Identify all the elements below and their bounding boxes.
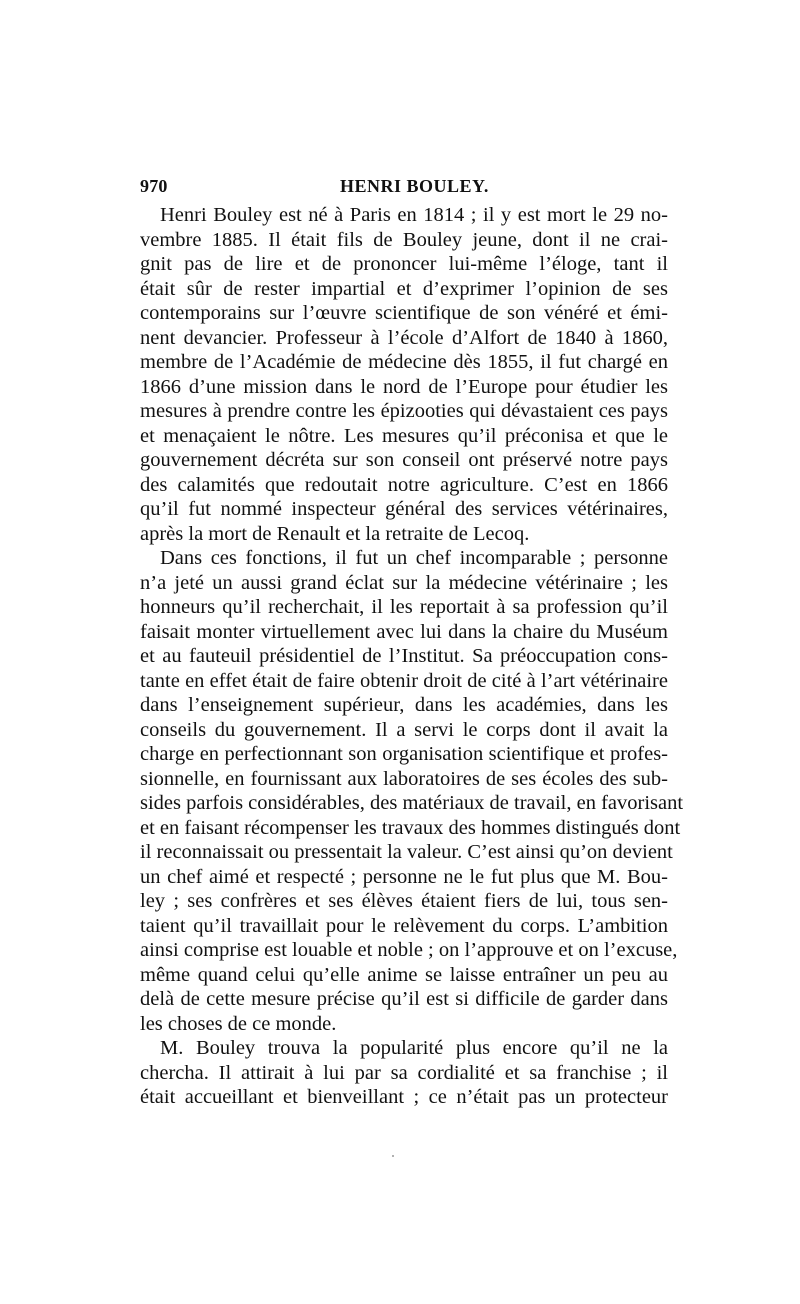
text-line: vembre 1885. Il était fils de Bouley jeune, dont il ne crai- <box>140 228 668 251</box>
text-line: charge en perfectionnant son organisation scientifique et profes- <box>140 743 668 765</box>
running-head <box>140 176 668 198</box>
text-line: des calamités que redoutait notre agriculture. C’est en 1866 <box>140 473 668 496</box>
text-line: qu’il fut nommé inspecteur général des services vétérinaires, <box>140 498 668 520</box>
text-line: était sûr de rester impartial et d’exprimer l’opinion de ses <box>140 277 668 300</box>
text-line: les choses de ce monde. <box>140 1012 337 1035</box>
text-line: M. Bouley trouva la popularité plus encore qu’il ne la <box>160 1037 668 1059</box>
text-line: delà de cette mesure précise qu’il est si difficile de garder dans <box>140 988 668 1010</box>
text-line: dans l’enseignement supérieur, dans les académies, dans les <box>140 694 668 716</box>
text-line: sides parfois considérables, des matériaux de travail, en favorisant <box>140 792 684 814</box>
text-line: contemporains sur l’œuvre scientifique de son vénéré et émi- <box>140 302 668 324</box>
text-line: et menaçaient le nôtre. Les mesures qu’il préconisa et que le <box>140 424 668 447</box>
text-line: conseils du gouvernement. Il a servi le corps dont il avait la <box>140 718 668 741</box>
text-line: gouvernement décréta sur son conseil ont préservé notre pays <box>140 449 668 471</box>
text-line: était accueillant et bienveillant ; ce n’était pas un protecteur <box>140 1086 668 1108</box>
text-line: honneurs qu’il recherchait, il les reportait à sa profession qu’il <box>140 596 668 618</box>
text-line: nent devancier. Professeur à l’école d’Alfort de 1840 à 1860, <box>140 326 668 349</box>
print-speck <box>392 1155 394 1157</box>
text-line: taient qu’il travaillait pour le relèvement du corps. L’ambition <box>140 914 668 937</box>
page-number: 970 <box>140 176 168 196</box>
text-line: n’a jeté un aussi grand éclat sur la médecine vétérinaire ; les <box>140 571 668 594</box>
text-line: membre de l’Académie de médecine dès 1855, il fut chargé en <box>140 351 668 373</box>
text-line: ley ; ses confrères et ses élèves étaient fiers de lui, tous sen- <box>140 890 668 912</box>
text-line: après la mort de Renault et la retraite de Lecoq. <box>140 522 530 545</box>
text-line: même quand celui qu’elle anime se laisse entraîner un peu au <box>140 963 668 986</box>
running-title: HENRI BOULEY. <box>340 176 489 196</box>
text-line: sionnelle, en fournissant aux laboratoires de ses écoles des sub- <box>140 767 668 790</box>
text-line: mesures à prendre contre les épizooties qui dévastaient ces pays <box>140 400 668 422</box>
text-line: un chef aimé et respecté ; personne ne le fut plus que M. Bou- <box>140 865 668 888</box>
text-line: chercha. Il attirait à lui par sa cordialité et sa franchise ; il <box>140 1061 668 1084</box>
text-line: ainsi comprise est louable et noble ; on l’approuve et on l’excuse, <box>140 939 678 961</box>
text-line: Henri Bouley est né à Paris en 1814 ; il y est mort le 29 no- <box>160 204 668 226</box>
text-line: Dans ces fonctions, il fut un chef incomparable ; personne <box>160 547 668 569</box>
text-line: faisait monter virtuellement avec lui dans la chaire du Muséum <box>140 620 668 643</box>
text-line: gnit pas de lire et de prononcer lui-même l’éloge, tant il <box>140 253 668 275</box>
text-line: il reconnaissait ou pressentait la valeur. C’est ainsi qu’on devient <box>140 841 673 863</box>
text-line: et en faisant récompenser les travaux des hommes distingués dont <box>140 816 681 839</box>
text-line: tante en effet était de faire obtenir droit de cité à l’art vétérinaire <box>140 669 668 692</box>
body-text <box>140 203 684 1110</box>
text-line: 1866 d’une mission dans le nord de l’Europe pour étudier les <box>140 375 668 398</box>
text-line: et au fauteuil présidentiel de l’Institut. Sa préoccupation cons- <box>140 645 668 667</box>
